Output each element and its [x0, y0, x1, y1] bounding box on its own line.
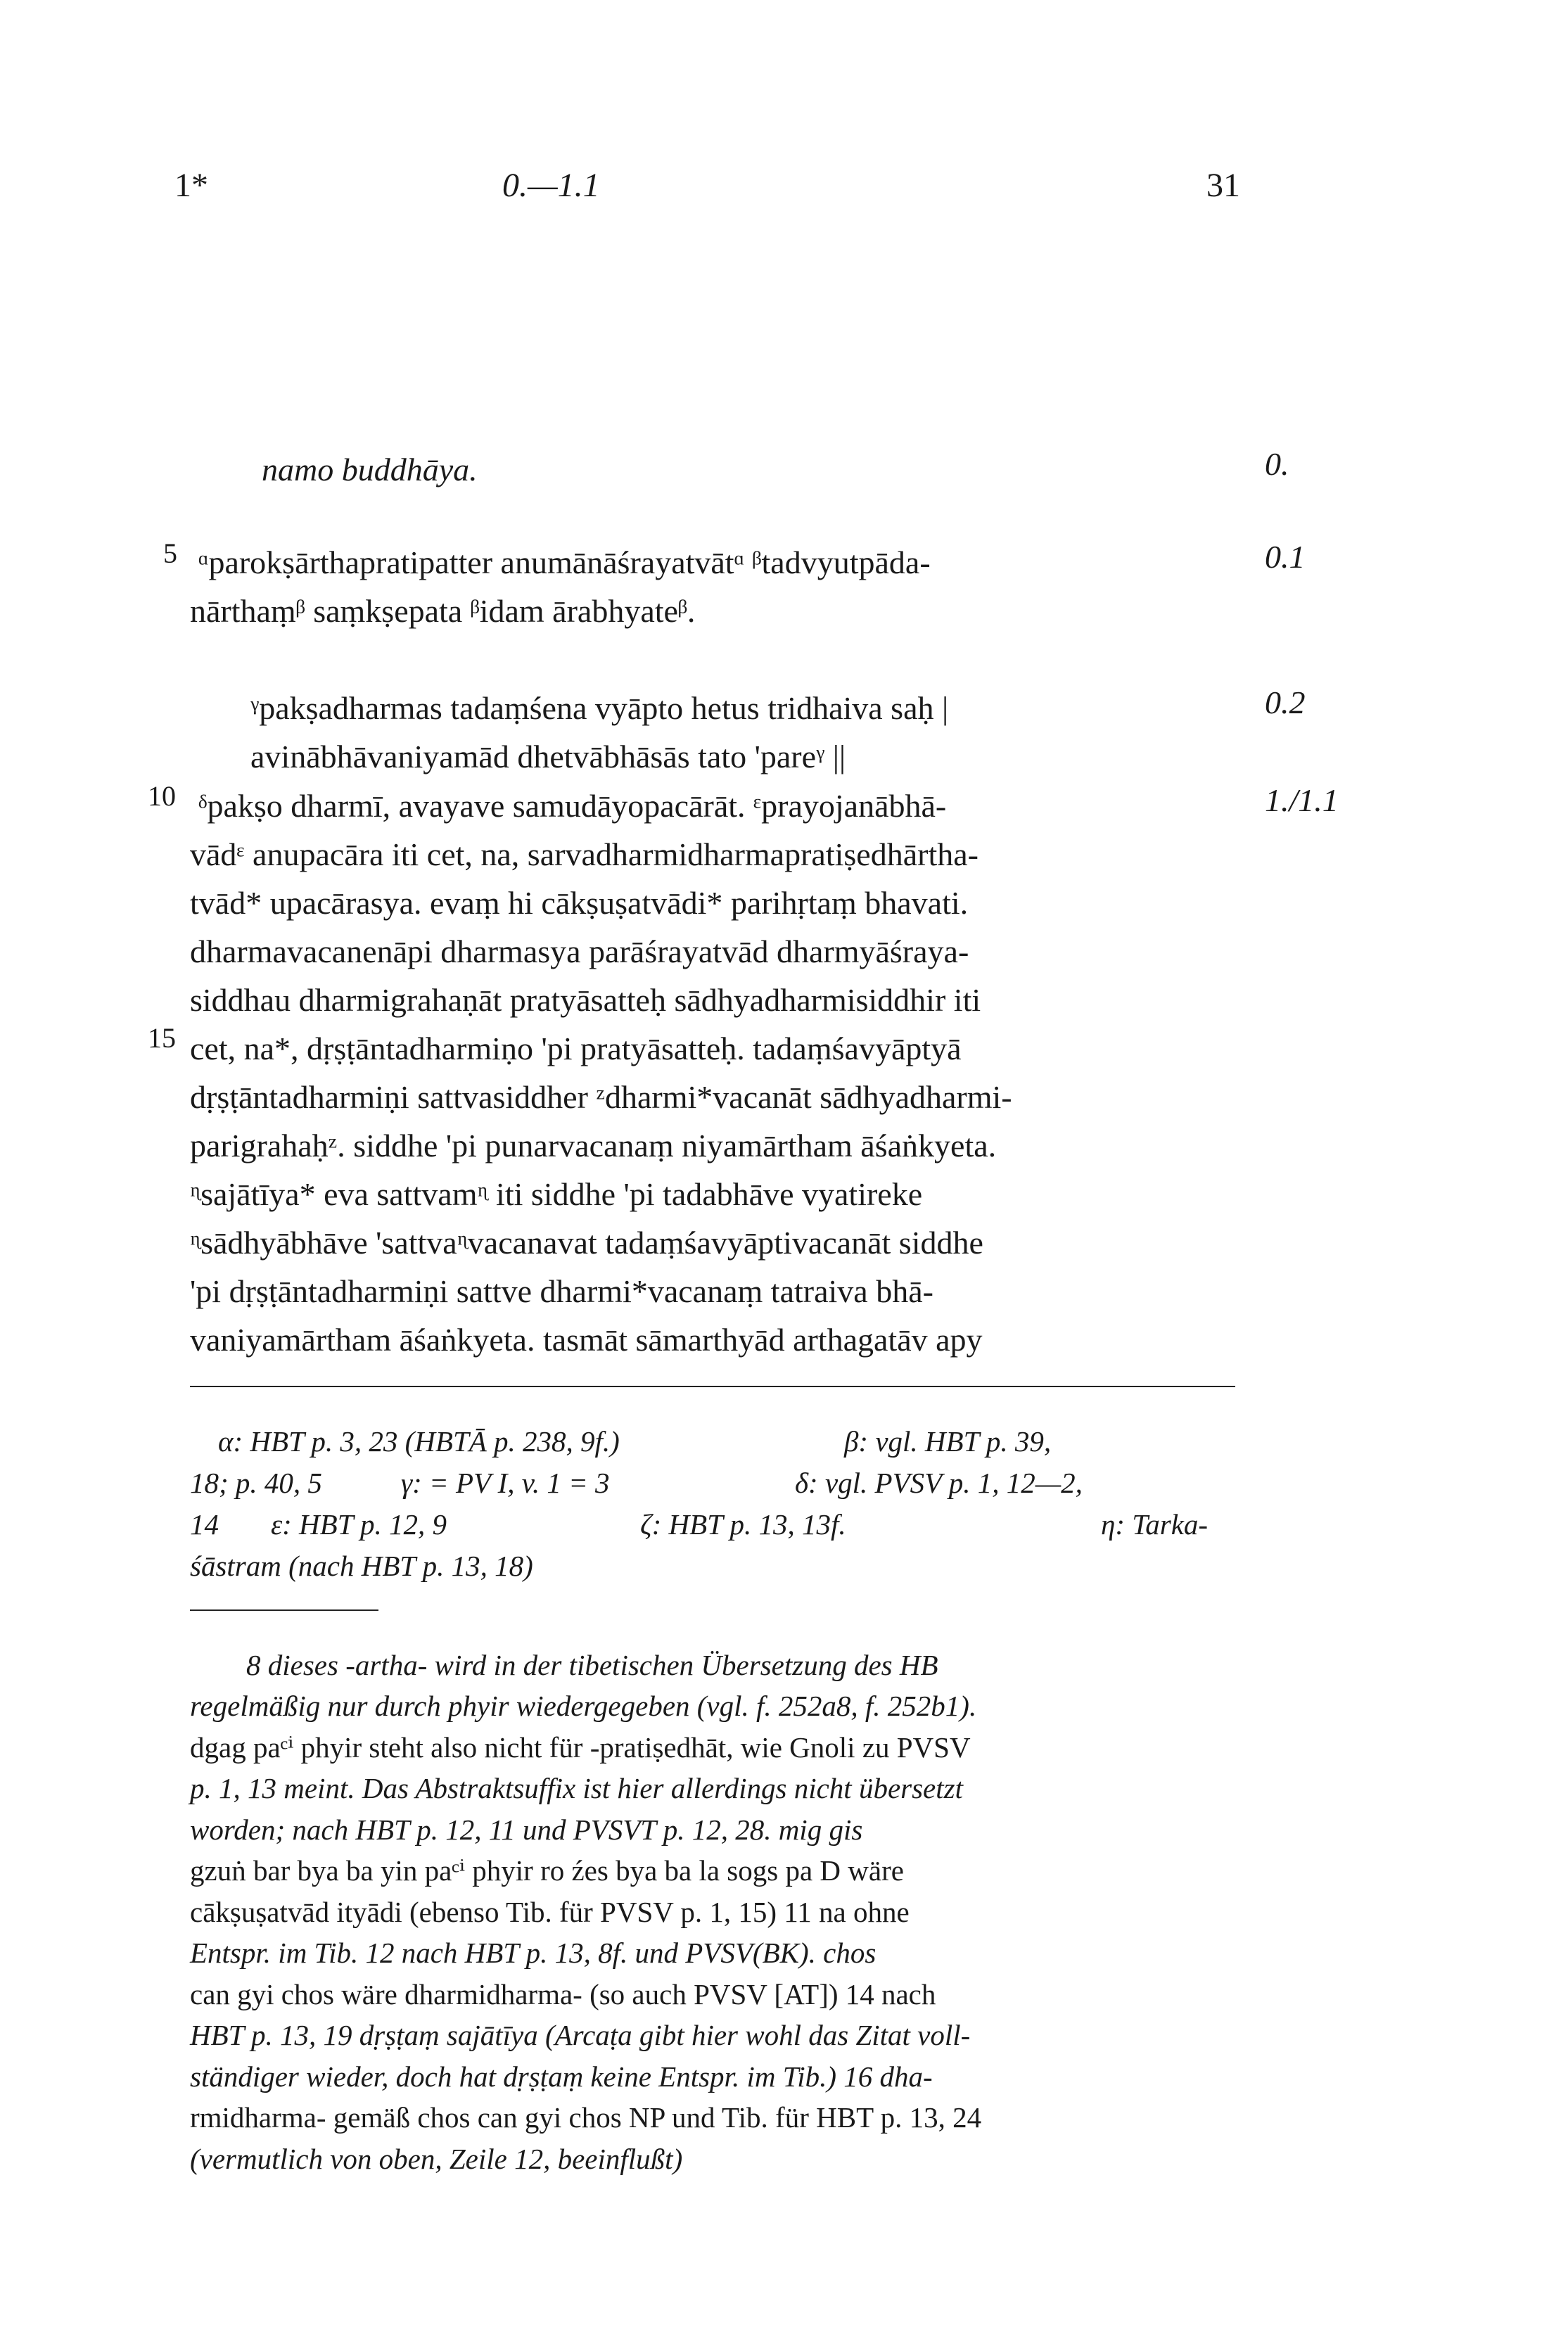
source-ref: 14	[190, 1508, 219, 1541]
line-number: 15	[148, 1022, 176, 1054]
source-ref: η: Tarka-	[1101, 1508, 1209, 1541]
notes-rule	[190, 1609, 378, 1611]
header-marker: 1*	[174, 167, 208, 204]
invocation: namo buddhāya.	[262, 452, 478, 487]
note-line: cākṣuṣatvād ityādi (ebenso Tib. für PVSV p. 1, 15) 11 na ohne	[190, 1896, 910, 1928]
side-ref: 0.2	[1265, 684, 1306, 720]
note-line: 8 dieses -artha- wird in der tibetischen Übersetzung des HB	[246, 1649, 938, 1681]
verse-line: avinābhāvaniyamād dhetvābhāsās tato 'pareᵞ ||	[250, 739, 846, 774]
page-number: 31	[1206, 167, 1240, 204]
note-line: Entspr. im Tib. 12 nach HBT p. 13, 8f. und PVSV(BK). chos	[190, 1937, 877, 1969]
text-line: 'pi dṛṣṭāntadharmiṇi sattve dharmi*vacanaṃ tatraiva bhā-	[190, 1273, 933, 1309]
verse-line: ᵞpakṣadharmas tadaṃśena vyāpto hetus tridhaiva saḥ |	[250, 690, 949, 726]
line-number: 10	[148, 780, 176, 812]
side-ref: 0.	[1265, 446, 1289, 482]
text-line: ᵟpakṣo dharmī, avayave samudāyopacārāt. ᵋprayojanābhā-	[198, 788, 947, 824]
note-line: ständiger wieder, doch hat dṛṣṭaṃ keine Entspr. im Tib.) 16 dha-	[190, 2060, 933, 2093]
note-line: dgag paᶜⁱ phyir steht also nicht für -pratiṣedhāt, wie Gnoli zu PVSV	[190, 1731, 971, 1764]
side-ref: 1./1.1	[1265, 782, 1339, 818]
source-ref: β: vgl. HBT p. 39,	[844, 1425, 1052, 1458]
note-line: gzuṅ bar bya ba yin paᶜⁱ phyir ro źes bya ba la sogs pa D wäre	[190, 1854, 904, 1887]
note-line: can gyi chos wäre dharmidharma- (so auch PVSV [AT]) 14 nach	[190, 1978, 936, 2010]
text-line: ᶯsajātīya* eva sattvamᶯ iti siddhe 'pi tadabhāve vyatireke	[190, 1176, 923, 1212]
source-ref: α: HBT p. 3, 23 (HBTĀ p. 238, 9f.)	[218, 1425, 620, 1458]
source-ref: ζ: HBT p. 13, 13f.	[640, 1508, 846, 1541]
apparatus-rule	[190, 1386, 1235, 1387]
source-ref: ε: HBT p. 12, 9	[271, 1508, 447, 1541]
note-line: worden; nach HBT p. 12, 11 und PVSVT p. 12, 28. mig gis	[190, 1813, 863, 1846]
text-line: vādᵋ anupacāra iti cet, na, sarvadharmidharmapratiṣedhārtha-	[190, 836, 979, 872]
text-line: ᵅparokṣārthapratipatter anumānāśrayatvātᵅ ᵝtadvyutpāda-	[198, 544, 931, 580]
note-line: rmidharma- gemäß chos can gyi chos NP und Tib. für HBT p. 13, 24	[190, 2101, 982, 2134]
text-line: dharmavacanenāpi dharmasya parāśrayatvād dharmyāśraya-	[190, 933, 969, 969]
line-number: 5	[163, 537, 177, 569]
source-ref: γ: = PV I, v. 1 = 3	[401, 1467, 610, 1499]
text-line: vaniyamārtham āśaṅkyeta. tasmāt sāmarthyād arthagatāv apy	[190, 1322, 983, 1358]
source-ref: 18; p. 40, 5	[190, 1467, 322, 1499]
text-line: ᶯsādhyābhāve 'sattvaᶯvacanavat tadaṃśavyāptivacanāt siddhe	[190, 1225, 983, 1261]
text-line: tvād* upacārasya. evaṃ hi cākṣuṣatvādi* parihṛtaṃ bhavati.	[190, 885, 969, 921]
note-line: p. 1, 13 meint. Das Abstraktsuffix ist hier allerdings nicht übersetzt	[190, 1772, 963, 1804]
side-ref: 0.1	[1265, 539, 1306, 575]
text-line: nārthaṃᵝ saṃkṣepata ᵝidam ārabhyateᵝ.	[190, 593, 696, 629]
text-line: dṛṣṭāntadharmiṇi sattvasiddher ᶻdharmi*vacanāt sādhyadharmi-	[190, 1079, 1012, 1115]
header-section: 0.—1.1	[502, 167, 600, 204]
source-ref: śāstram (nach HBT p. 13, 18)	[190, 1550, 533, 1582]
text-line: siddhau dharmigrahaṇāt pratyāsatteḥ sādhyadharmisiddhir iti	[190, 982, 981, 1018]
source-ref: δ: vgl. PVSV p. 1, 12—2,	[795, 1467, 1083, 1499]
text-line: parigrahaḥᶻ. siddhe 'pi punarvacanaṃ niyamārtham āśaṅkyeta.	[190, 1128, 997, 1164]
note-line: HBT p. 13, 19 dṛṣṭaṃ sajātīya (Arcaṭa gibt hier wohl das Zitat voll-	[190, 2019, 971, 2051]
text-line: cet, na*, dṛṣṭāntadharmiṇo 'pi pratyāsatteḥ. tadaṃśavyāptyā	[190, 1031, 962, 1066]
note-line: (vermutlich von oben, Zeile 12, beeinflußt)	[190, 2143, 683, 2175]
note-line: regelmäßig nur durch phyir wiedergegeben (vgl. f. 252a8, f. 252b1).	[190, 1690, 977, 1722]
